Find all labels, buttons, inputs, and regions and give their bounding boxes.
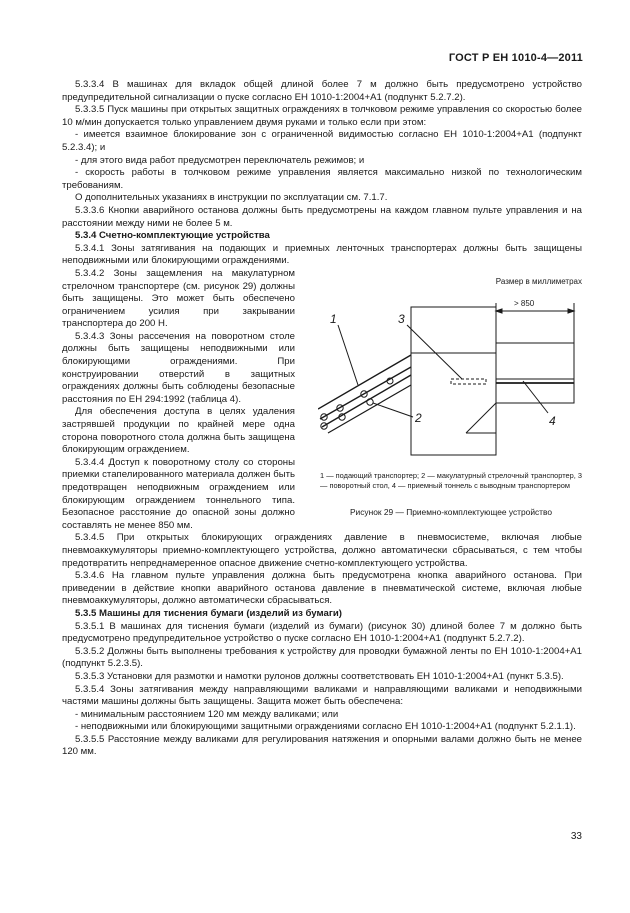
- paragraph: 5.3.3.4 В машинах для вкладок общей длиной более 7 м должно быть предусмотрено устройство предупредительной сигнализации о пуске согласно ЕН 1010-1:2004+А1 (подпункт 5.2.7.2).: [62, 79, 582, 103]
- waste-conveyor-shape: [328, 385, 411, 433]
- paragraph: - неподвижными или блокирующими защитными ограждениями согласно ЕН 1010-1:2004+А1 (подпункт 5.2.1.1).: [75, 721, 576, 733]
- figure-label-4: 4: [549, 413, 556, 428]
- paragraph: О дополнительных указаниях в инструкции по эксплуатации см. 7.1.7.: [75, 192, 388, 204]
- list-item: - для этого вида работ предусмотрен переключатель режимов; и: [75, 154, 365, 166]
- list-item: - скорость работы в толчковом режиме управления является максимально низкой по технологическим требованиям.: [62, 167, 582, 191]
- feed-conveyor-shape: [318, 355, 411, 409]
- list-item: - имеется взаимное блокирование зон с ограниченной видимостью согласно ЕН 1010-1:2004+А1 (подпункт 5.2.3.4); и: [62, 129, 582, 153]
- paragraph: 5.3.5.4 Зоны затягивания между направляющими валиками и направляющими валиками и неподвижными частями машины должны быть защищены. Защита может быть обеспечена:: [62, 683, 582, 708]
- paragraph: 5.3.5.5 Расстояние между валиками для регулирования натяжения и опорными валами должно быть не менее 120 мм.: [62, 733, 582, 758]
- left-column: [62, 268, 295, 532]
- section-heading: 5.3.5 Машины для тиснения бумаги (изделий из бумаги): [75, 607, 342, 619]
- paragraph: 5.3.4.6 На главном пульте управления должна быть предусмотрена кнопка аварийного останова. При приведении в действие кнопки аварийного останова давление в пневматической системе, включая любые пневмоаккумуляторы, должно автоматически сбрасываться.: [62, 570, 582, 607]
- page-number: 33: [570, 831, 582, 842]
- paragraph: 5.3.3.6 Кнопки аварийного останова должны быть предусмотрены на каждом главном пульте управления и на расстоянии между ними не более 5 м.: [62, 204, 582, 229]
- figure-29-drawing: [318, 293, 580, 465]
- page-content: [62, 79, 582, 759]
- document-header: ГОСТ Р ЕН 1010-4—2011: [448, 52, 583, 64]
- figure-units-note: Размер в миллиметрах: [495, 276, 582, 286]
- figure-29: [310, 268, 582, 532]
- paragraph: 5.3.4.2 Зоны защемления на макулатурном стрелочном транспортере (см. рисунок 29) должны быть защищены. Это может быть обеспечено ограничением усилия при закрывании транспортера до 200 Н.: [62, 267, 295, 330]
- paragraph: - минимальным расстоянием 120 мм между валиками; или: [75, 708, 339, 720]
- figure-label-2: 2: [415, 410, 422, 425]
- figure-label-3: 3: [398, 311, 405, 326]
- paragraph: 5.3.5.3 Установки для размотки и намотки рулонов должны соответствовать ЕН 1010-1:2004+А1 (пункт 5.3.5).: [75, 670, 564, 682]
- paragraph: 5.3.4.1 Зоны затягивания на подающих и приемных ленточных транспортерах должны быть защищены неподвижными или блокирующими ограждениями.: [62, 242, 582, 267]
- paragraph: 5.3.3.5 Пуск машины при открытых защитных ограждениях в толчковом режиме управления со скоростью более 10 м/мин допускается только управлением двумя руками и только если при этом:: [62, 104, 582, 128]
- paragraph: 5.3.5.1 В машинах для тиснения бумаги (изделий из бумаги) (рисунок 30) длиной более 7 м должно быть предусмотрено предупредительное устройство о пуске согласно ЕН 1010-1:2004+А1 (подпункт 5.2.7.2).: [62, 620, 582, 645]
- figure-legend: 1 — подающий транспортер; 2 — макулатурный стрелочный транспортер, 3 — поворотный стол, 4 — приемный тоннель с выводным транспортером: [320, 470, 582, 490]
- figure-caption: Рисунок 29 — Приемно-комплектующее устройство: [349, 506, 553, 517]
- bottom-paragraphs: [62, 532, 582, 759]
- paragraph: Для обеспечения доступа в целях удаления застрявшей продукции по крайней мере одна сторона поворотного стола должна быть защищена блокирующим ограждением.: [62, 406, 295, 456]
- section-heading: 5.3.4 Счетно-комплектующие устройства: [75, 230, 270, 242]
- paragraph: 5.3.5.2 Должны быть выполнены требования к устройству для проводки бумажной ленты по ЕН 1010-1:2004+А1 (подпункт 5.2.3.5).: [62, 645, 582, 670]
- receiving-tunnel-shape: [496, 343, 574, 403]
- paragraph: 5.3.4.3 Зоны рассечения на поворотном столе должны быть защищены неподвижными или блокирующими ограждениями. При конструировании отверстий в защитных ограждениях должны быть соблюдены безопасные расстояния по ЕН 294:1992 (таблица 4).: [62, 330, 295, 405]
- table-dashed-shape: [451, 379, 486, 384]
- text-with-figure: [62, 268, 582, 532]
- dimension-label: > 850: [514, 298, 535, 308]
- figure-label-1: 1: [330, 311, 337, 326]
- paragraph: 5.3.4.5 При открытых блокирующих ограждениях давление в пневмосистеме, включая любые пневмоаккумуляторы приемно-комплектующего устройства, должно автоматически сбрасываться, с тем чтобы предотвратить непреднамеренное опасное движение счетно-комплектующего устройства.: [62, 532, 582, 569]
- paragraph: 5.3.4.4 Доступ к поворотному столу со стороны приемки стапелированного материала должен быть предотвращен неподвижным ограждением или блокирующим ограждением тоннельного типа. Безопасное расстояние до опасной зоны должно составлять не менее 850 мм.: [62, 456, 295, 531]
